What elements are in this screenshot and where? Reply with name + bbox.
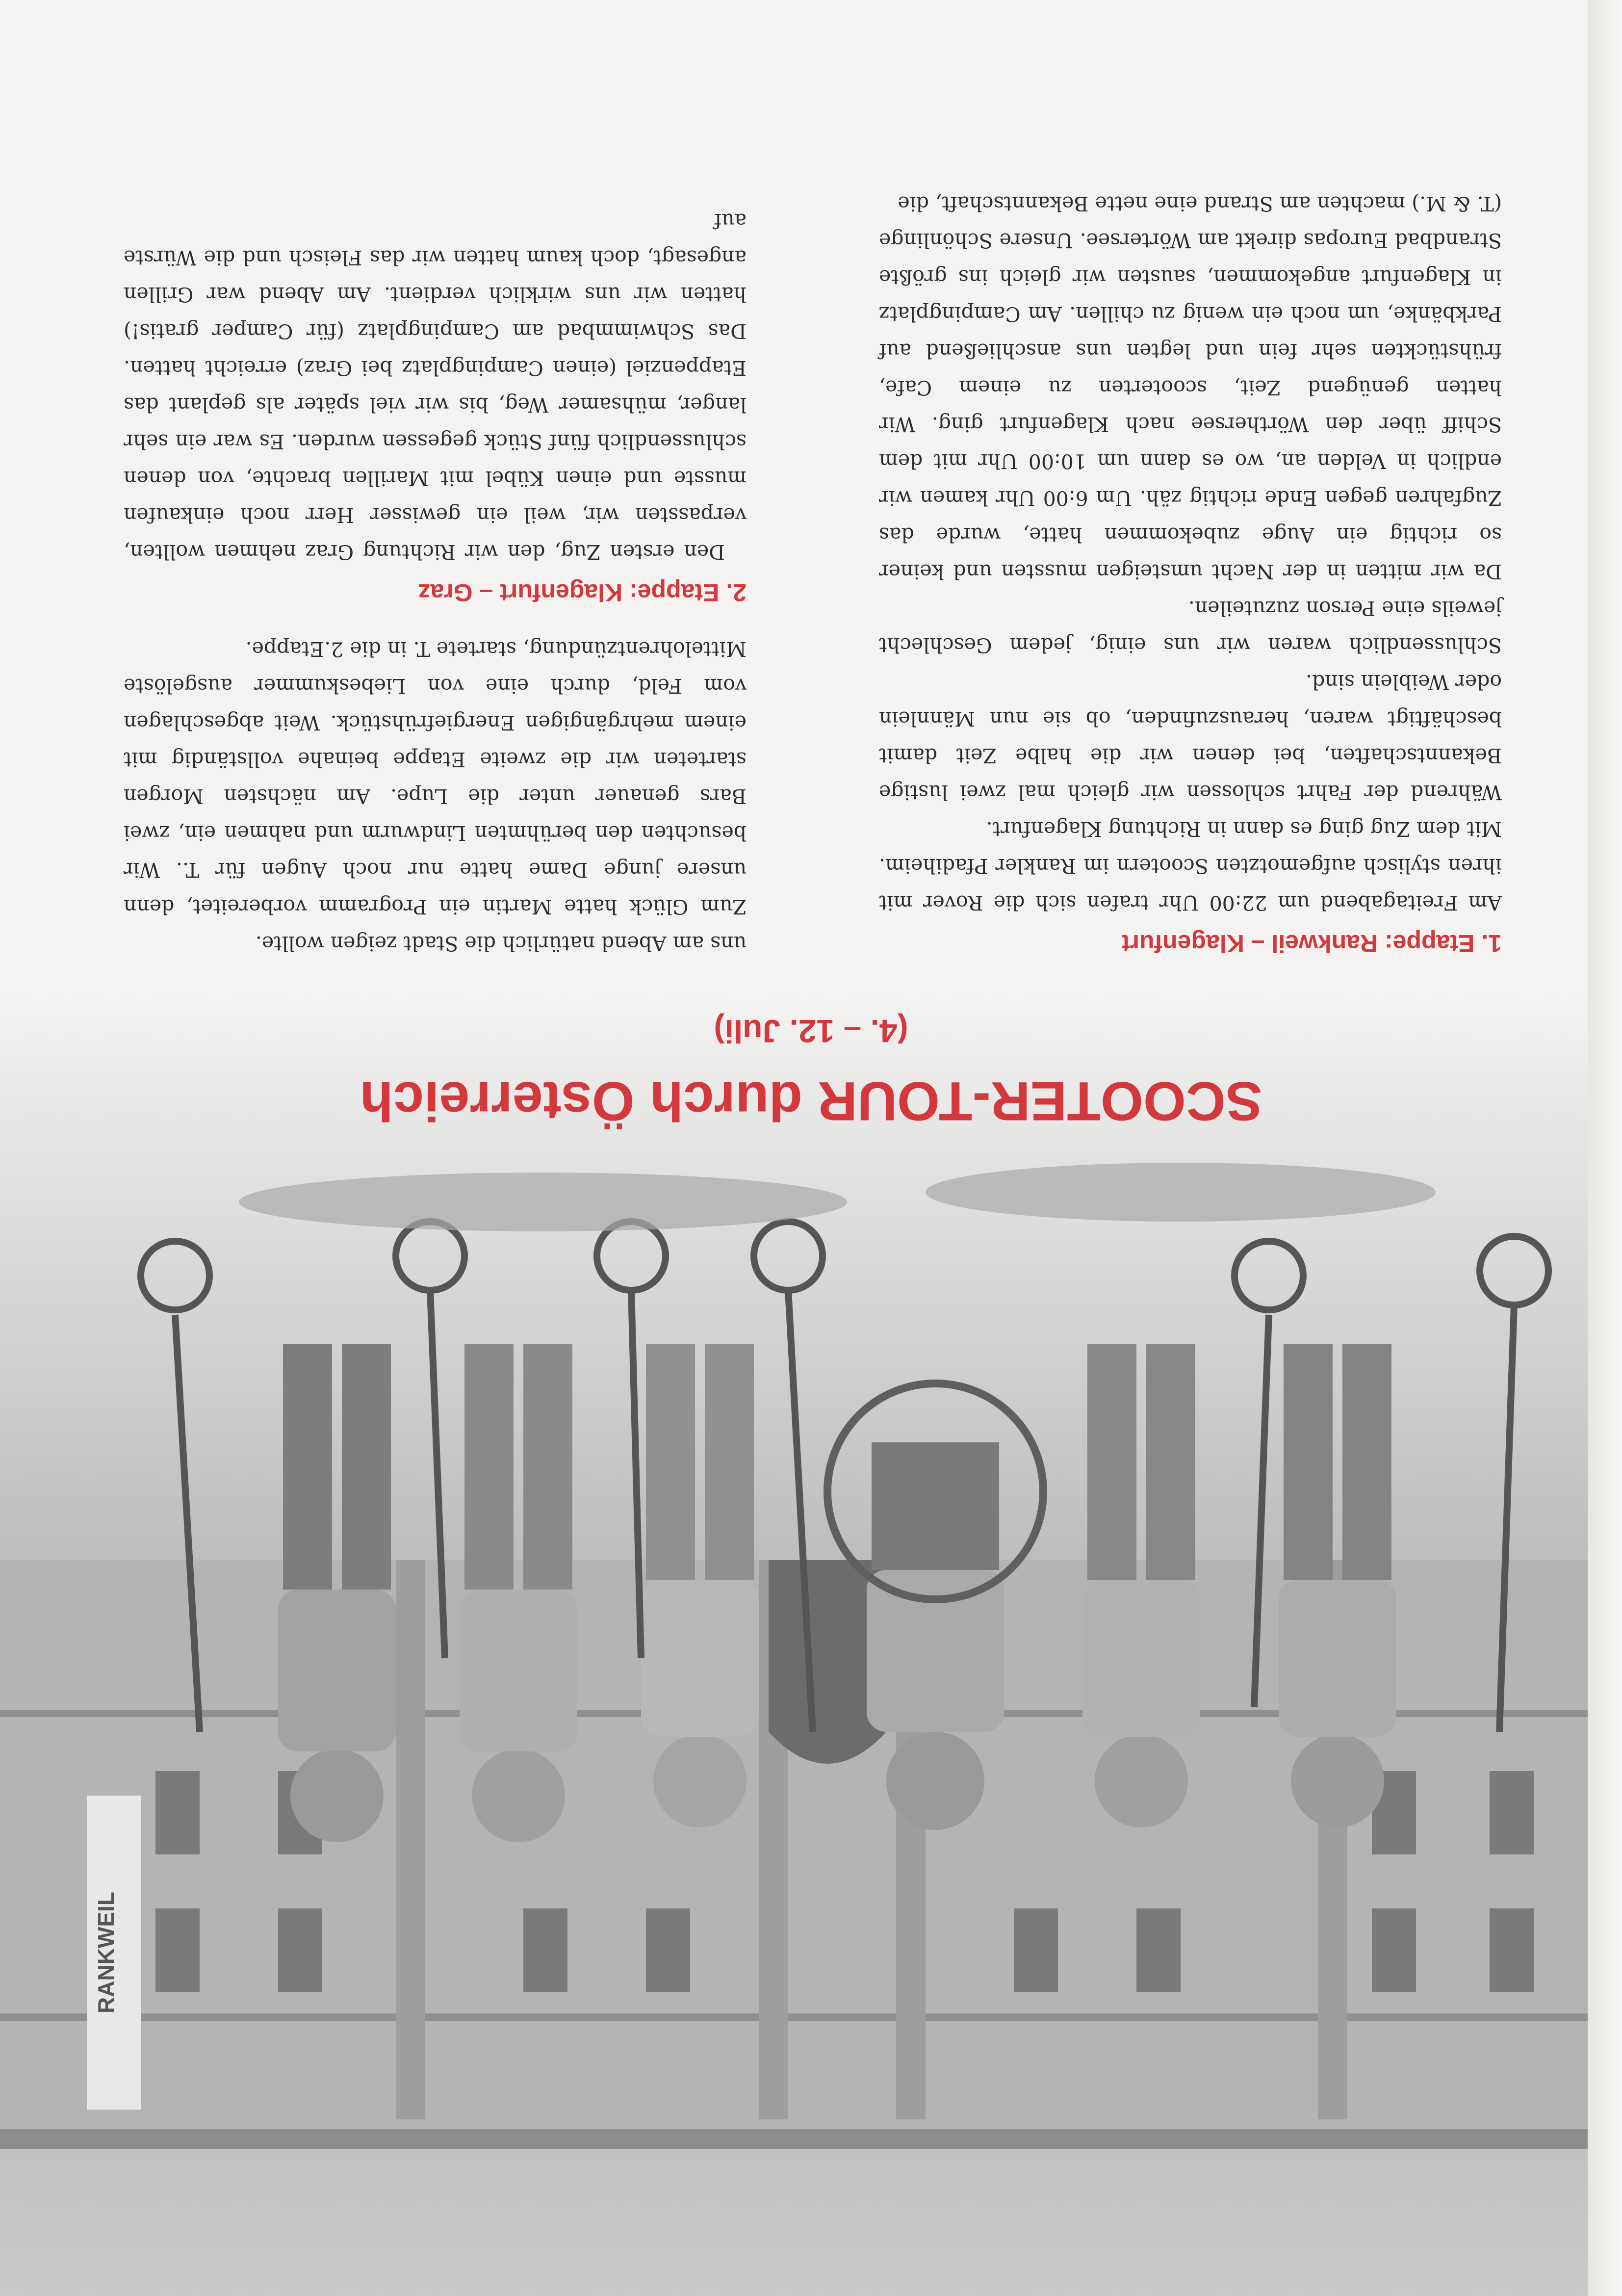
paragraph: Da wir mitten in der Nacht umsteigen mussten und keiner so richtig ein Auge zubekommen hatte, wurde das Zugfahren gegen Ende richtig zäh. Um 6:00 Uhr kamen wir endlich in Velden an, wo es dann um 10:00 Uhr mit dem Schiff über den Wörthersee nach Klagenfurt ging. Wir hatten genügend Zeit, scooterten zu einem Cafe, frühstückten sehr fein und legten uns anschließend auf Parkbänke, um noch ein wenig zu chillen. Am Campingplatz in Klagenfurt angekommen, sausten wir gleich ins größte Strandbad Europas direkt am Wörtersee. Unsere Schönlinge (T. & M.) machten am Strand eine nette Bekanntschaft, die [879, 192, 1502, 583]
article-subtitle: (4. – 12. Juli) [714, 1013, 908, 1049]
paragraph: Während der Fahrt schlossen wir gleich mal zwei lustige Bekanntschaften, bei denen wir die halbe Zeit damit beschäftigt waren, herauszufinden, ob sie nun Männlein oder Weiblein sind. [879, 670, 1502, 804]
group-photo [0, 996, 1622, 2296]
paragraph: Am Freitagabend um 22:00 Uhr trafen sich die Rover mit ihren stylisch aufgemotzten Scootern im Rankler Pfadiheim. Mit dem Zug ging es dann in Richtung Klagenfurt. [879, 817, 1502, 914]
text-column-left [879, 185, 1502, 962]
page-spine-shadow [1588, 0, 1622, 2296]
paragraph: Den ersten Zug, den wir Richtung Graz nehmen wollten, verpassten wir, weil ein gewisser Herr noch einkaufen musste und einen Kübel mit Marillen brachte, von denen schlussendlich fünf Stück gegessen wurden. Es war ein sehr langer, mühsamer Weg, bis wir viel später als geplant das Etappenziel (einen Campingplatz bei Graz) erreicht hatten. Das Schwimmbad am Campingplatz (für Camper gratis!) hatten wir uns wirklich verdient. Am Abend war Grillen angesagt, doch kaum hatten wir das Fleisch und die Würste auf [124, 209, 747, 564]
paragraph: uns am Abend natürlich die Stadt zeigen wollte. [255, 932, 747, 955]
section-stage-2 [124, 202, 747, 611]
paragraph: Schlussendlich waren wir uns einig, jedem Geschlecht jeweils eine Person zuzuteilen. [879, 597, 1502, 657]
section-stage-1-continued [124, 630, 747, 962]
banner-text: RANKWEIL [93, 1892, 119, 2013]
article-title: SCOOTER-TOUR durch Österreich [360, 1070, 1262, 1132]
section-heading: 1. Etappe: Rankweil – Klagenfurt [1121, 930, 1502, 957]
paragraph: Zum Glück hatte Martin ein Programm vorbereitet, denn unsere junge Dame hatte nur noch Augen für T.. Wir besuchten den berühmten Lindwurm und nahmen ein, zwei Bars genauer unter die Lupe. Am nächsten Morgen starteten wir die zweite Etappe beinahe vollständig mit einem mehrgängigen Energiefrühstück. Weit abgeschlagen vom Feld, durch eine von Liebeskummer ausgelöste Mittelohrentzündung, startete T. in die 2.Etappe. [124, 637, 747, 918]
section-heading: 2. Etappe: Klagenfurt – Graz [418, 579, 747, 606]
section-stage-1 [879, 185, 1502, 962]
text-column-right [124, 202, 747, 962]
